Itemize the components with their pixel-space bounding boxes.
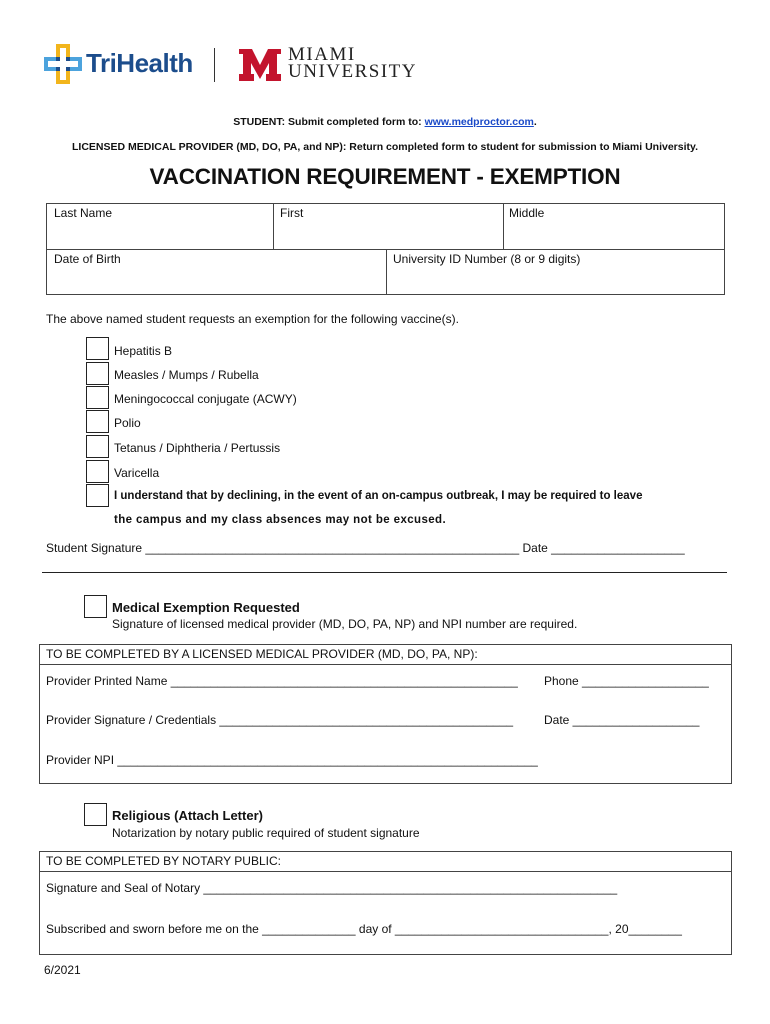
understand-statement-line2: the campus and my class absences may not be excused.: [114, 514, 447, 526]
vaccine-label: Tetanus / Diphtheria / Pertussis: [114, 441, 281, 455]
student-instruction-suffix: .: [533, 116, 537, 128]
request-text: The above named student requests an exemption for the following vaccine(s).: [46, 312, 459, 326]
student-instruction-prefix: STUDENT: Submit completed form to:: [233, 116, 425, 128]
vaccine-label: Meningococcal conjugate (ACWY): [114, 392, 297, 406]
medproctor-link[interactable]: www.medproctor.com: [424, 116, 534, 128]
vaccine-label: Measles / Mumps / Rubella: [114, 368, 259, 382]
checkbox-hepatitis-b[interactable]: [86, 337, 109, 360]
understand-statement-line1: I understand that by declining, in the event of an on-campus outbreak, I may be required to leave: [114, 490, 643, 502]
religious-exemption-title: Religious (Attach Letter): [112, 808, 263, 823]
notary-sworn-line[interactable]: Subscribed and sworn before me on the ______________ day of ________________________________, 20________: [46, 922, 682, 936]
box-header-divider: [40, 871, 731, 872]
student-signature-line[interactable]: Student Signature ________________________________________________________ Date ____________________: [46, 541, 685, 555]
trihealth-cross-icon: [44, 44, 82, 84]
medical-box-header: TO BE COMPLETED BY A LICENSED MEDICAL PROVIDER (MD, DO, PA, NP):: [46, 647, 478, 661]
provider-signature-line[interactable]: Provider Signature / Credentials ____________________________________________: [46, 713, 514, 727]
provider-date-line[interactable]: Date ___________________: [544, 713, 700, 727]
notary-signature-seal-line[interactable]: Signature and Seal of Notary ______________________________________________________________: [46, 881, 618, 895]
miami-m-logo-icon: [238, 45, 282, 83]
date-of-birth-field[interactable]: Date of Birth: [54, 252, 121, 266]
student-info-table: [46, 203, 725, 295]
table-divider: [386, 249, 387, 294]
miami-logo-text: [288, 46, 417, 80]
vaccine-label: Hepatitis B: [114, 344, 173, 358]
provider-npi-line[interactable]: Provider NPI _______________________________________________________________: [46, 753, 538, 767]
checkbox-religious-exemption[interactable]: [84, 803, 107, 826]
miami-logo-line1: MIAMI: [288, 44, 356, 65]
medical-exemption-subtitle: Signature of licensed medical provider (MD, DO, PA, NP) and NPI number are required.: [112, 617, 578, 631]
university-id-field[interactable]: University ID Number (8 or 9 digits): [393, 252, 581, 266]
last-name-field[interactable]: Last Name: [54, 206, 113, 220]
header-logos: [44, 44, 424, 86]
notary-box-header: TO BE COMPLETED BY NOTARY PUBLIC:: [46, 854, 281, 868]
vaccine-label: Varicella: [114, 466, 160, 480]
checkbox-medical-exemption[interactable]: [84, 595, 107, 618]
logo-divider: [214, 48, 215, 82]
page-title: VACCINATION REQUIREMENT - EXEMPTION: [149, 164, 621, 189]
table-divider: [273, 204, 274, 249]
first-name-field[interactable]: First: [280, 206, 304, 220]
student-instruction: [0, 116, 770, 128]
checkbox-varicella[interactable]: [86, 460, 109, 483]
medical-exemption-title: Medical Exemption Requested: [112, 600, 300, 615]
table-divider: [503, 204, 504, 249]
box-header-divider: [40, 664, 731, 665]
middle-name-field[interactable]: Middle: [509, 206, 545, 220]
miami-logo-line2: UNIVERSITY: [288, 61, 417, 82]
religious-exemption-subtitle: Notarization by notary public required of student signature: [112, 826, 420, 840]
checkbox-meningococcal[interactable]: [86, 386, 109, 409]
checkbox-mmr[interactable]: [86, 362, 109, 385]
form-revision-date: 6/2021: [44, 963, 81, 977]
provider-phone-line[interactable]: Phone ___________________: [544, 674, 709, 688]
provider-instruction: LICENSED MEDICAL PROVIDER (MD, DO, PA, and NP): Return completed form to student for submission to Miami University.: [72, 141, 698, 153]
section-divider: [42, 572, 727, 573]
vaccine-label: Polio: [114, 416, 141, 430]
checkbox-tdap[interactable]: [86, 435, 109, 458]
medical-provider-box: [39, 644, 732, 784]
checkbox-polio[interactable]: [86, 410, 109, 433]
provider-printed-name-line[interactable]: Provider Printed Name ____________________________________________________: [46, 674, 518, 688]
notary-box: [39, 851, 732, 955]
trihealth-logo-text: TriHealth: [86, 48, 193, 78]
checkbox-understand[interactable]: [86, 484, 109, 507]
